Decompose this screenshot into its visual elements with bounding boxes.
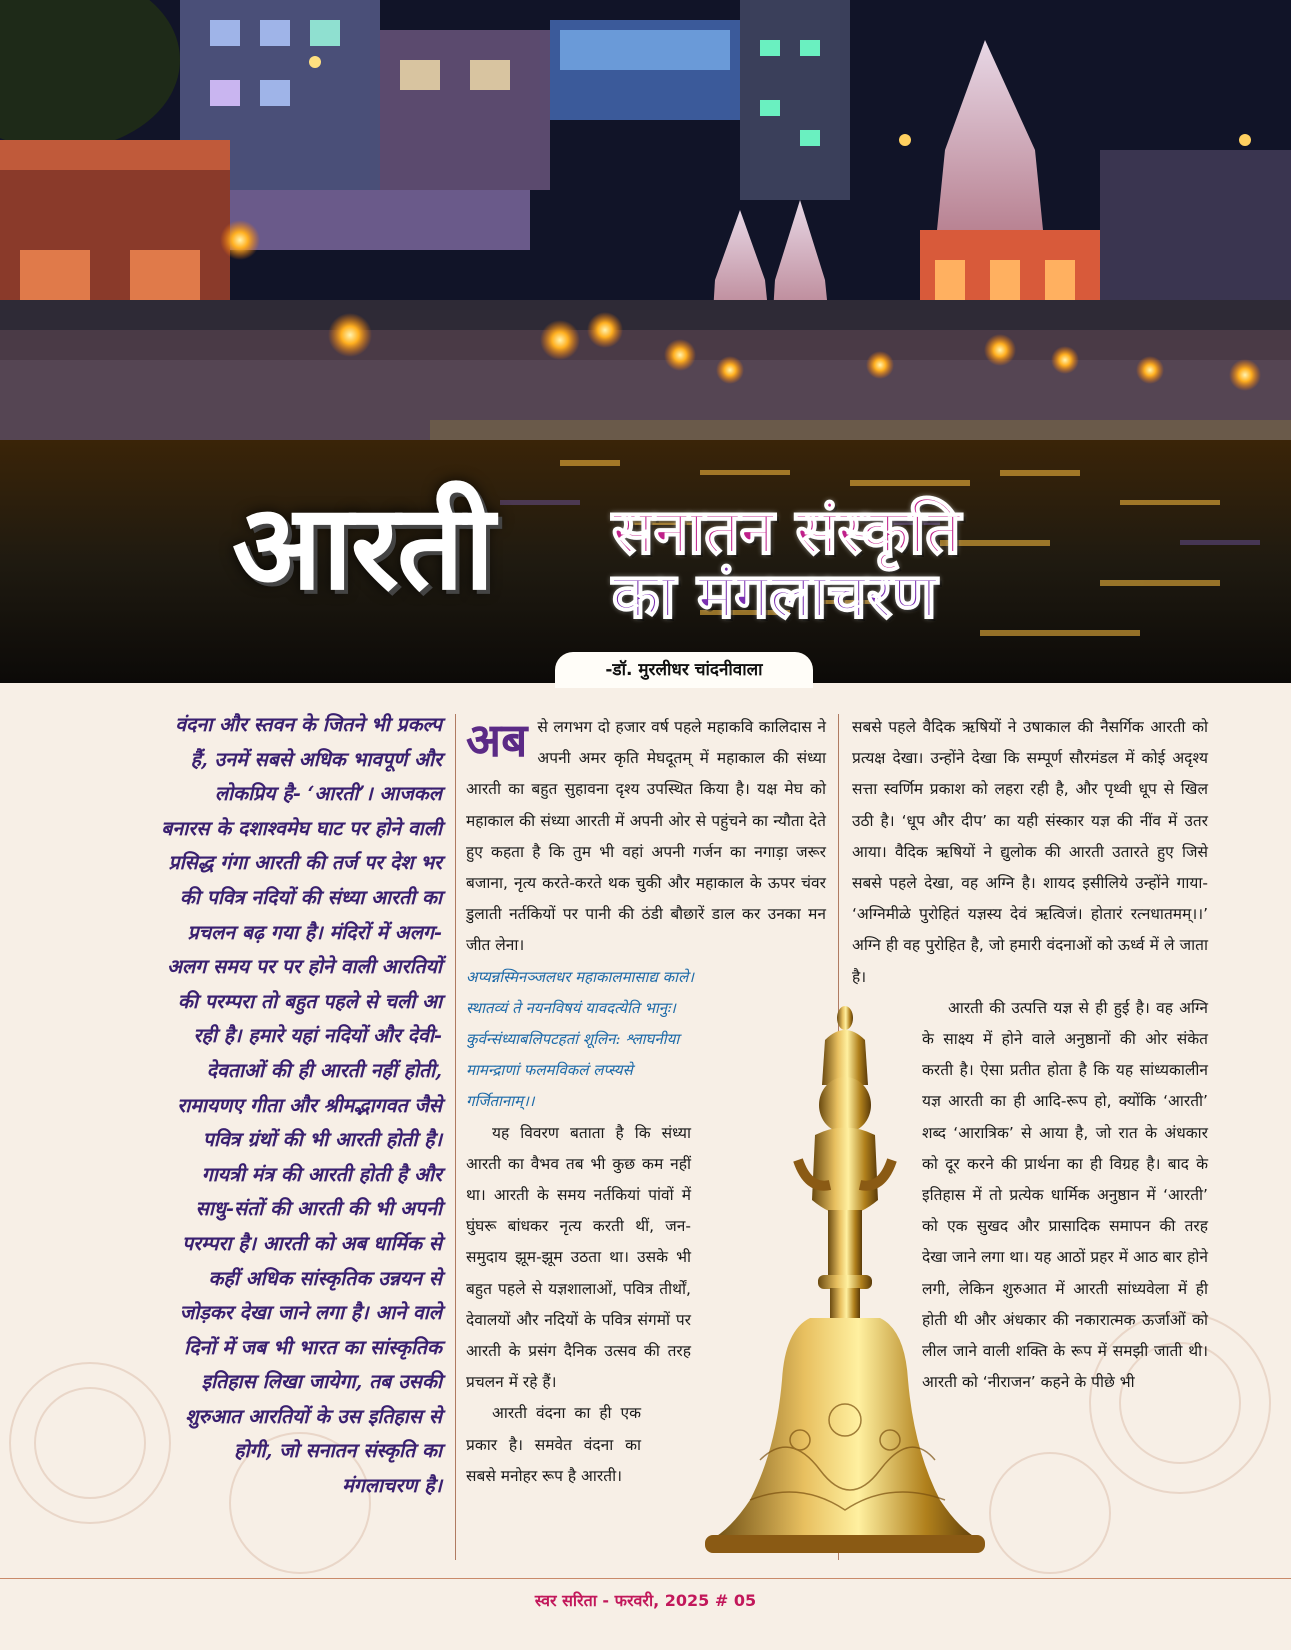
paragraph-text: से लगभग दो हजार वर्ष पहले महाकवि कालिदास ने अपनी अमर कृति मेघदूतम् में महाकाल की संध्या आरती का बहुत सुहावना दृश्य उपस्थित किया है। यक्ष मेघ को महाकाल की संध्या आरती में अपनी ओर से पहुंचने का न्यौता देते हुए कहता है कि तुम भी वहां अपनी गर्जन का नगाड़ा जरूर बजाना, नृत्य करते-करते थक चुकी और महाकाल के ऊपर चंवर डुलाती नर्तकियों पर पानी की ठंडी बौछारें डाल कर उनका मन जीत लेना। <box>466 718 826 955</box>
intro-line: की पवित्र नदियों की संध्या आरती का <box>179 885 442 909</box>
verse-line: अप्यन्नस्मिनञ्जलधर महाकालमासाद्य काले। <box>466 967 694 986</box>
paragraph: यह विवरण बताता है कि संध्या आरती का वैभव तब भी कुछ कम नहीं था। आरती के समय नर्तकियां पांवों में घुंघरू बांधकर नृत्य करती थीं, जन-समुदाय झूम-झूम उठता था। उसके भी बहुत पहले से यज्ञशालाओं, पवित्र तीर्थों, देवालयों और नदियों के पवित्र संगमों पर आरती के प्रसंग दैनिक उत्सव की तरह प्रचलन में रहे हैं। <box>466 1123 691 1392</box>
intro-column <box>92 708 442 1504</box>
intro-line: पवित्र ग्रंथों की भी आरती होती है। <box>202 1128 442 1152</box>
intro-line: की परम्परा तो बहुत पहले से चली आ <box>177 989 442 1013</box>
page-footer <box>0 1589 1291 1611</box>
paragraph: आरती की उत्पत्ति यज्ञ से ही हुई है। वह अग्नि के साक्ष्य में होने वाले अनुष्ठानों की ओर संकेत करती है। ऐसा प्रतीत होता है कि यह सांध्यकालीन यज्ञ आरती का ही आदि-रूप हो, क्योंकि ‘आरती’ शब्द ‘आरात्रिक’ से आया है, जो रात के अंधकार को दूर करने की प्रार्थना का ही विग्रह है। बाद के इतिहास में तो प्रत्येक धार्मिक अनुष्ठान में ‘आरती’ को एक सुखद और प्रासादिक समापन की तरह देखा जाने लगा था। यह आठों प्रहर में आठ बार होने लगी, लेकिन शुरुआत में आरती सांध्यवेला में ही होती थी और अंधकार की नकारात्मक ऊर्जाओं को लील जाने वाली शक्ति के रूप में समझी जाती थी। आरती को ‘नीराजन’ कहने के पीछे भी <box>922 998 1208 1392</box>
paragraph <box>466 712 826 962</box>
intro-line: अलग समय पर पर होने वाली आरतियों <box>167 955 442 979</box>
paragraph: आरती वंदना का ही एक प्रकार है। समवेत वंदना का सबसे मनोहर रूप है आरती। <box>466 1404 641 1485</box>
column-divider <box>455 714 456 1560</box>
intro-line: प्रसिद्ध गंगा आरती की तर्ज पर देश भर <box>168 851 442 875</box>
intro-line: प्रचलन बढ़ गया है। मंदिरों में अलग- <box>187 920 442 944</box>
intro-line: साधु-संतों की आरती की भी अपनी <box>195 1197 442 1221</box>
drop-cap: अब <box>466 713 528 767</box>
verse-line: स्थातव्यं ते नयनविषयं यावदत्येति भानुः। <box>466 998 676 1017</box>
subtitle-line-2: का मंगलाचरण <box>612 559 937 633</box>
intro-line: परम्परा है। आरती को अब धार्मिक से <box>182 1231 442 1255</box>
intro-line: बनारस के दशाश्वमेघ घाट पर होने वाली <box>161 816 442 840</box>
subtitle-line-1: सनातन संस्कृति <box>612 495 961 568</box>
paragraph: सबसे पहले वैदिक ऋषियों ने उषाकाल की नैसर्गिक आरती को प्रत्यक्ष देखा। उन्होंने देखा कि सम्पूर्ण सौरमंडल में कोई अदृश्य सत्ता स्वर्णिम प्रकाश को लहरा रही है, और पृथ्वी धूप से खिल उठी है। ‘धूप और दीप’ का यही संस्कार यज्ञ की नींव में उतर आया। वैदिक ऋषियों ने द्युलोक की आरती उतारते हुए जिसे सबसे पहले देखा, वह अग्नि है। शायद इसीलिये उन्होंने गाया- ‘अग्निमीळे पुरोहितं यज्ञस्य देवं ऋत्विजं। होतारं रत्नधातमम्।।’ अग्नि ही वह पुरोहित है, जो हमारी वंदनाओं को ऊर्ध्व में ले जाता है। <box>852 718 1208 986</box>
intro-line: हैं, उनमें सबसे अधिक भावपूर्ण और <box>190 747 442 771</box>
footer-rule <box>0 1578 1291 1579</box>
intro-line: होगी, जो सनातन संस्कृति का <box>234 1439 442 1463</box>
intro-line: लोकप्रिय है- ‘आरती’। आजकल <box>214 782 442 806</box>
verse-line: कुर्वन्संध्याबलिपटहतां शूलिन: श्लाघनीया <box>466 1030 680 1049</box>
intro-line: जोड़कर देखा जाने लगा है। आने वाले <box>179 1301 442 1325</box>
intro-line: देवताओं की ही आरती नहीं होती, <box>206 1058 442 1082</box>
intro-line: वंदना और स्तवन के जितने भी प्रकल्प <box>175 713 442 736</box>
intro-line: मंगलाचरण है। <box>342 1474 442 1498</box>
intro-line: रामायणए गीता और श्रीमद्भागवत जैसे <box>177 1093 442 1117</box>
author-byline: -डॉ. मुरलीधर चांदनीवाला <box>555 652 813 688</box>
intro-line: दिनों में जब भी भारत का सांस्कृतिक <box>184 1335 442 1359</box>
verse-line: मामन्द्राणां फलमविकलं लप्स्यसे <box>466 1061 633 1080</box>
intro-line: कहीं अधिक सांस्कृतिक उन्नयन से <box>208 1266 442 1290</box>
magazine-issue: स्वर सरिता - फरवरी, 2025 <box>534 1591 710 1610</box>
article-title: आरती <box>232 478 493 616</box>
article-subtitle <box>612 495 1092 633</box>
hero-photo <box>0 0 1291 683</box>
intro-line: गायत्री मंत्र की आरती होती है और <box>201 1162 442 1186</box>
verse-line: गर्जितानाम्।। <box>466 1092 535 1111</box>
intro-line: इतिहास लिखा जायेगा, तब उसकी <box>201 1370 442 1394</box>
intro-line: रही है। हमारे यहां नदियों और देवी- <box>193 1024 442 1048</box>
intro-line: शुरुआत आरतियों के उस इतिहास से <box>185 1404 442 1428</box>
page-number: # 05 <box>714 1591 757 1610</box>
brass-bell-image <box>690 1000 1000 1560</box>
